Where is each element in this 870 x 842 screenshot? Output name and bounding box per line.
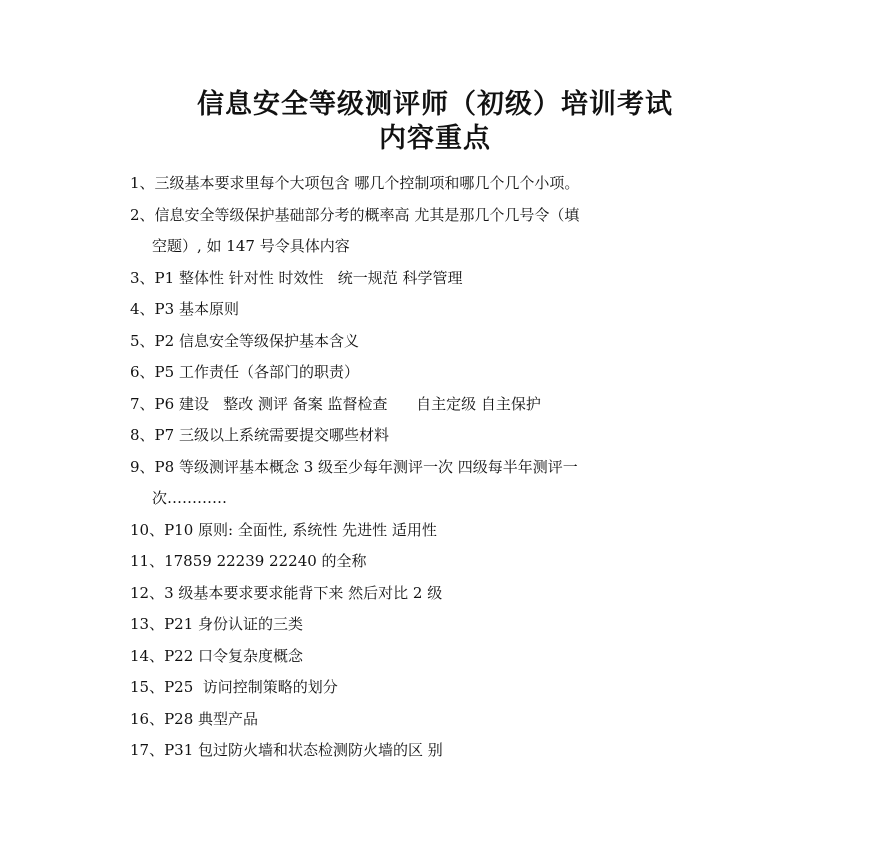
list-item — [130, 515, 750, 547]
list-item — [130, 420, 750, 452]
list-item — [130, 452, 750, 515]
list-item-text: 17、P31 包过防火墙和状态检测防火墙的区 别 — [130, 741, 443, 759]
list-item — [130, 704, 750, 736]
list-item — [130, 389, 750, 421]
list-item-text: 13、P21 身份认证的三类 — [130, 615, 304, 633]
list-item-text: 7、P6 建设 整改 测评 备案 监督检查 自主定级 自主保护 — [130, 394, 541, 413]
list-item-continuation: 空题）, 如 147 号令具体内容 — [152, 237, 350, 255]
list-item-text: 9、P8 等级测评基本概念 3 级至少每年测评一次 四级每半年测评一 — [130, 457, 578, 476]
list-item — [130, 578, 750, 610]
list-item-text: 12、3 级基本要求要求能背下来 然后对比 2 级 — [130, 583, 443, 602]
key-points-list — [130, 168, 750, 767]
list-item — [130, 546, 750, 578]
list-item — [130, 168, 750, 200]
title-line-2: 内容重点 — [379, 123, 491, 155]
list-item-text: 1、三级基本要求里每个大项包含 哪几个控制项和哪几个几个小项。 — [130, 174, 580, 192]
list-item-text: 8、P7 三级以上系统需要提交哪些材料 — [130, 426, 389, 444]
list-item — [130, 263, 750, 295]
list-item — [130, 672, 750, 704]
list-item — [130, 326, 750, 358]
list-item-text: 6、P5 工作责任（各部门的职责） — [130, 363, 359, 381]
list-item — [130, 641, 750, 673]
list-item — [130, 357, 750, 389]
list-item-continuation: 次………… — [152, 489, 228, 507]
document-title — [0, 88, 870, 156]
list-item — [130, 200, 750, 263]
title-line-1: 信息安全等级测评师（初级）培训考试 — [197, 89, 673, 121]
list-item-text: 14、P22 口令复杂度概念 — [130, 646, 304, 665]
list-item-text: 2、信息安全等级保护基础部分考的概率高 尤其是那几个几号令（填 — [130, 205, 580, 224]
list-item — [130, 294, 750, 326]
list-item-text: 16、P28 典型产品 — [130, 709, 259, 728]
list-item — [130, 609, 750, 641]
list-item-text: 3、P1 整体性 针对性 时效性 统一规范 科学管理 — [130, 268, 463, 287]
list-item-text: 5、P2 信息安全等级保护基本含义 — [130, 331, 359, 350]
list-item — [130, 735, 750, 767]
list-item-text: 10、P10 原则: 全面性, 系统性 先进性 适用性 — [130, 520, 437, 539]
list-item-text: 11、17859 22239 22240 的全称 — [130, 552, 367, 570]
list-item-text: 15、P25 访问控制策略的划分 — [130, 678, 338, 696]
list-item-text: 4、P3 基本原则 — [130, 300, 239, 318]
